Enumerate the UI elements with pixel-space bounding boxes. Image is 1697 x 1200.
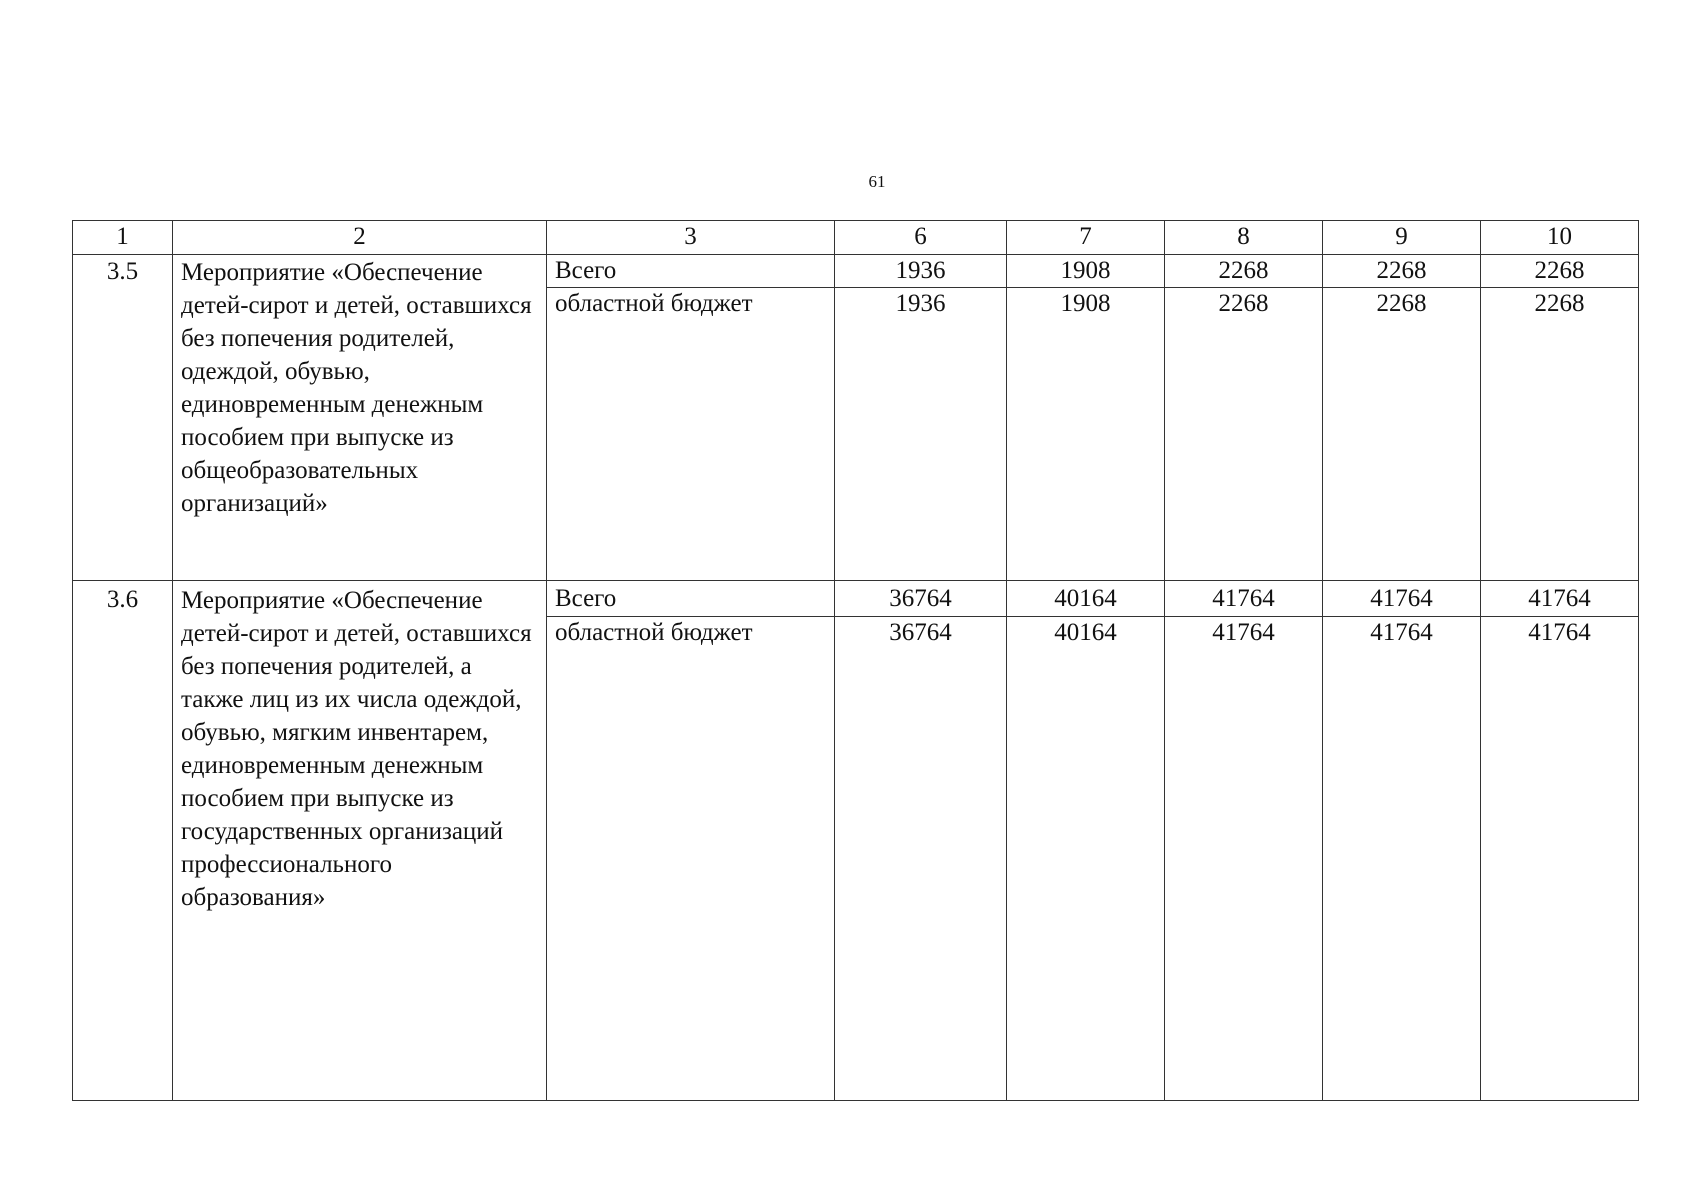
column-header: 7 <box>1007 221 1165 255</box>
table-row <box>73 255 1639 288</box>
value-cell: 41764 <box>1165 617 1323 1101</box>
value-cell: 2268 <box>1165 288 1323 581</box>
value-cell: 36764 <box>835 617 1007 1101</box>
column-header: 10 <box>1481 221 1639 255</box>
value-cell: 2268 <box>1481 255 1639 288</box>
value-cell: 41764 <box>1323 581 1481 617</box>
funding-source: областной бюджет <box>547 617 835 1101</box>
value-cell: 1908 <box>1007 255 1165 288</box>
page-number: 61 <box>868 172 886 191</box>
value-cell: 2268 <box>1481 288 1639 581</box>
funding-source: областной бюджет <box>547 288 835 581</box>
value-cell: 2268 <box>1323 255 1481 288</box>
value-cell: 41764 <box>1165 581 1323 617</box>
column-header: 9 <box>1323 221 1481 255</box>
value-cell: 41764 <box>1323 617 1481 1101</box>
value-cell: 1936 <box>835 255 1007 288</box>
value-cell: 2268 <box>1165 255 1323 288</box>
value-cell: 36764 <box>835 581 1007 617</box>
funding-source: Всего <box>547 255 835 288</box>
row-code: 3.5 <box>73 255 173 581</box>
header-row <box>73 221 1639 255</box>
column-header: 8 <box>1165 221 1323 255</box>
value-cell: 40164 <box>1007 581 1165 617</box>
row-title: Мероприятие «Обеспечение детей-сирот и детей, оставшихся без попечения родителей, а также лиц из их числа одеждой, обувью, мягким инвентарем, единовременным денежным пособием при выпуске из государственных организаций профессионального образования» <box>173 581 547 1101</box>
column-header: 3 <box>547 221 835 255</box>
funding-source: Всего <box>547 581 835 617</box>
budget-table <box>72 220 1639 1101</box>
value-cell: 1936 <box>835 288 1007 581</box>
column-header: 2 <box>173 221 547 255</box>
column-header: 1 <box>73 221 173 255</box>
row-code: 3.6 <box>73 581 173 1101</box>
column-header: 6 <box>835 221 1007 255</box>
value-cell: 41764 <box>1481 617 1639 1101</box>
value-cell: 2268 <box>1323 288 1481 581</box>
table-row <box>73 581 1639 617</box>
value-cell: 1908 <box>1007 288 1165 581</box>
value-cell: 40164 <box>1007 617 1165 1101</box>
row-title: Мероприятие «Обеспечение детей-сирот и детей, оставшихся без попечения родителей, одеждой, обувью, единовременным денежным пособием при выпуске из общеобразовательных организаций» <box>173 255 547 581</box>
value-cell: 41764 <box>1481 581 1639 617</box>
